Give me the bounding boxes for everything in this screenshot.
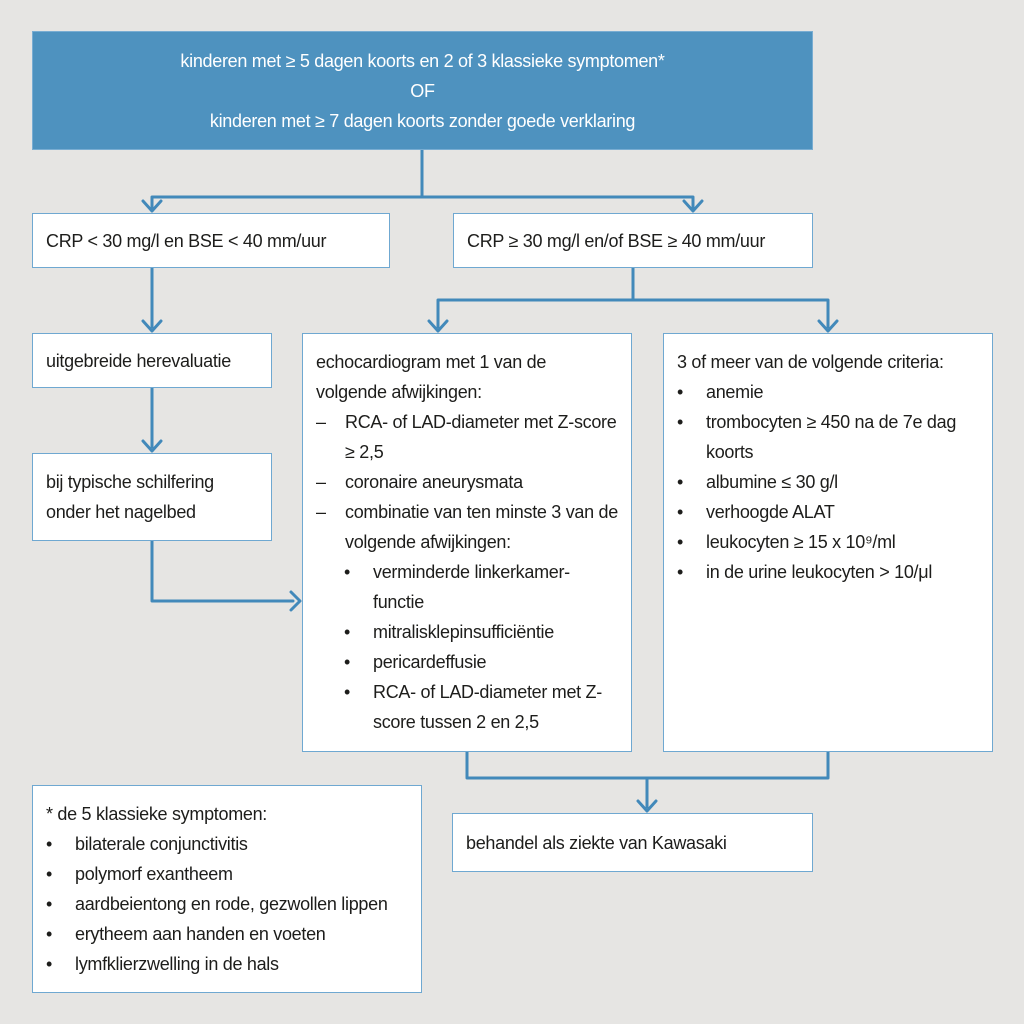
crp-low-node [32, 213, 390, 268]
desquamation-node [32, 453, 272, 541]
list-item [316, 497, 618, 557]
dash-marker: – [316, 502, 326, 522]
list-item [677, 407, 979, 467]
list-item-text: pericardeffusie [373, 652, 487, 672]
echocardiogram-title: echocardiogram met 1 van de volgende afwijkingen: [316, 352, 547, 402]
symptoms-footnote-node [32, 785, 422, 993]
reevaluation-node [32, 333, 272, 388]
list-item [46, 859, 408, 889]
reevaluation-label: uitgebreide herevaluatie [46, 350, 231, 371]
bullet-marker: • [677, 502, 684, 522]
crp-high-node [453, 213, 813, 268]
bullet-marker: • [46, 834, 53, 854]
list-item-text: leukocyten ≥ 15 x 10⁹/ml [706, 532, 896, 552]
list-item-text: polymorf exantheem [75, 864, 233, 884]
dash-marker: – [316, 472, 326, 492]
treat-label: behandel als ziekte van Kawasaki [466, 832, 727, 853]
echocardiogram-node [302, 333, 632, 752]
list-item [46, 829, 408, 859]
connector-desquamation [152, 541, 293, 601]
desquamation-label: bij typische schilfering onder het nagelbed [46, 472, 214, 522]
bullet-marker: • [46, 894, 53, 914]
criteria-node [663, 333, 993, 752]
list-item [677, 557, 979, 587]
list-item [316, 467, 618, 497]
list-item-text: lymfklierzwelling in de hals [75, 954, 279, 974]
list-item-text: anemie [706, 382, 764, 402]
start-node [32, 31, 813, 150]
bullet-marker: • [46, 954, 53, 974]
crp-low-label: CRP < 30 mg/l en BSE < 40 mm/uur [46, 230, 327, 251]
list-item-text: aardbeientong en rode, gezwollen lippen [75, 894, 388, 914]
list-item [46, 919, 408, 949]
list-item [316, 407, 618, 467]
list-item-text: erytheem aan handen en voeten [75, 924, 326, 944]
bullet-marker: • [46, 864, 53, 884]
bullet-marker: • [344, 562, 351, 582]
connector-merge-treat [467, 752, 828, 807]
list-item [677, 467, 979, 497]
connector-crp-high-split [438, 268, 828, 327]
list-item-text: verhoogde ALAT [706, 502, 835, 522]
list-item-text: mitralisklepinsufficiëntie [373, 622, 554, 642]
bullet-marker: • [46, 924, 53, 944]
bullet-marker: • [677, 412, 684, 432]
list-item [677, 527, 979, 557]
bullet-marker: • [344, 682, 351, 702]
bullet-marker: • [677, 532, 684, 552]
list-item-text: combinatie van ten minste 3 van de volgende afwijkingen: [345, 502, 618, 552]
list-item-text: coronaire aneurysmata [345, 472, 523, 492]
list-item [344, 677, 618, 737]
connector-start-split [152, 150, 693, 210]
list-item [677, 497, 979, 527]
start-line-1: kinderen met ≥ 5 dagen koorts en 2 of 3 klassieke symptomen* [180, 50, 665, 71]
list-item [344, 617, 618, 647]
list-item-text: RCA- of LAD-diameter met Z-score tussen 2 en 2,5 [373, 682, 602, 732]
list-item [344, 557, 618, 617]
start-line-2: OF [410, 80, 435, 101]
list-item-text: albumine ≤ 30 g/l [706, 472, 838, 492]
list-item [46, 889, 408, 919]
list-item-text: verminderde linkerkamer-functie [373, 562, 570, 612]
bullet-marker: • [677, 382, 684, 402]
list-item [677, 377, 979, 407]
treat-node [452, 813, 813, 872]
list-item [344, 647, 618, 677]
start-line-3: kinderen met ≥ 7 dagen koorts zonder goede verklaring [209, 110, 636, 131]
bullet-marker: • [344, 622, 351, 642]
criteria-title: 3 of meer van de volgende criteria: [677, 352, 944, 372]
list-item-text: bilaterale conjunctivitis [75, 834, 248, 854]
bullet-marker: • [344, 652, 351, 672]
dash-marker: – [316, 412, 326, 432]
list-item-text: in de urine leukocyten > 10/μl [706, 562, 933, 582]
list-item-text: RCA- of LAD-diameter met Z-score ≥ 2,5 [345, 412, 617, 462]
symptoms-title: * de 5 klassieke symptomen: [46, 804, 268, 824]
list-item-text: trombocyten ≥ 450 na de 7e dag koorts [706, 412, 957, 462]
crp-high-label: CRP ≥ 30 mg/l en/of BSE ≥ 40 mm/uur [467, 230, 766, 251]
bullet-marker: • [677, 472, 684, 492]
list-item [46, 949, 408, 979]
bullet-marker: • [677, 562, 684, 582]
